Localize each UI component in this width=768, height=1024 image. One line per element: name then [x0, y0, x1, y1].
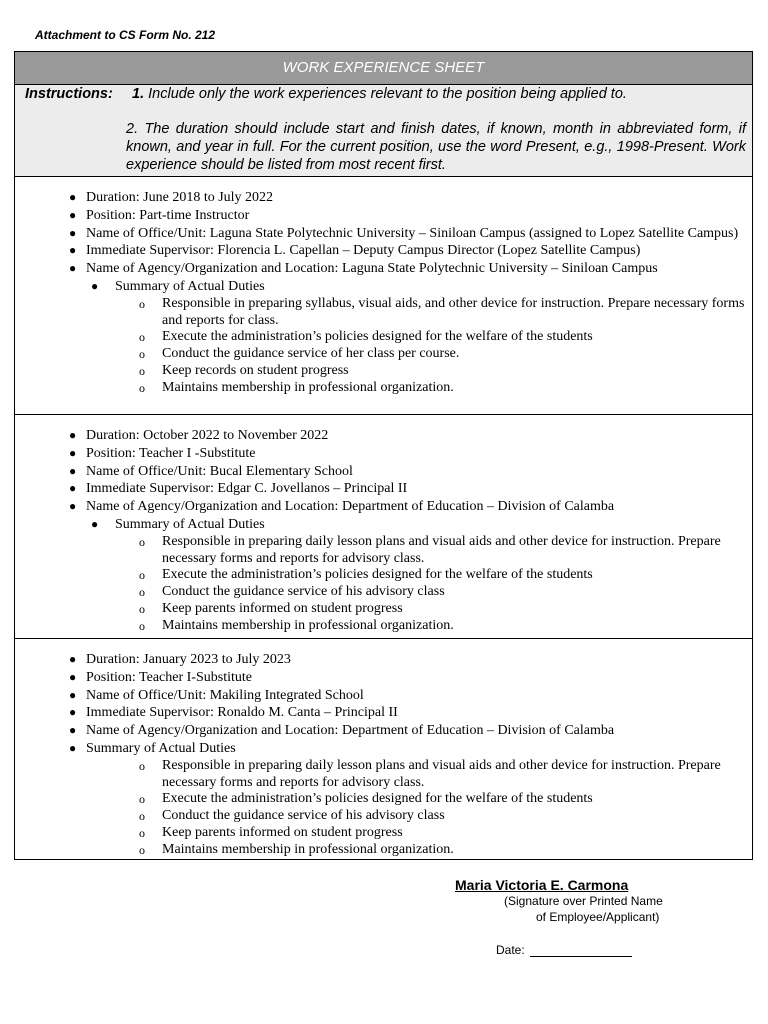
bullet-icon: ●: [91, 516, 99, 531]
supervisor-text: Immediate Supervisor: Edgar C. Jovellanos – Principal II: [86, 481, 408, 497]
duty-text: Maintains membership in professional organization.: [162, 379, 454, 395]
summary-label: Summary of Actual Duties: [115, 278, 265, 294]
bullet-icon: ●: [69, 225, 77, 240]
office-text: Name of Office/Unit: Laguna State Polytechnic University – Siniloan Campus (assigned to Lopez Satellite Campus): [86, 225, 739, 241]
position-item: [15, 445, 750, 463]
circle-bullet-icon: o: [139, 330, 145, 345]
office-item: [15, 687, 750, 705]
supervisor-text: Immediate Supervisor: Florencia L. Capellan – Deputy Campus Director (Lopez Satellite Campus): [86, 243, 641, 259]
office-item: [15, 463, 750, 481]
bullet-icon: ●: [69, 463, 77, 478]
bullet-icon: ●: [69, 687, 77, 702]
position-item: [15, 669, 750, 687]
circle-bullet-icon: o: [139, 534, 145, 549]
duty-text: Conduct the guidance service of her class per course.: [162, 346, 460, 362]
duty-item: [15, 808, 750, 825]
date-label: Date:: [496, 943, 525, 957]
circle-bullet-icon: o: [139, 363, 145, 378]
summary-item: [15, 516, 750, 534]
signature-caption-line-2: of Employee/Applicant): [536, 910, 660, 924]
sheet-title: WORK EXPERIENCE SHEET: [15, 52, 752, 85]
duty-item: [15, 534, 750, 568]
position-text: Position: Teacher I -Substitute: [86, 445, 256, 461]
duration-item: [15, 427, 750, 445]
duty-item: [15, 601, 750, 618]
duty-text: Responsible in preparing syllabus, visual aids, and other device for instruction. Prepare necessary forms and reports for class.: [162, 295, 745, 328]
duty-item: [15, 758, 750, 792]
duty-text: Maintains membership in professional organization.: [162, 841, 454, 857]
experience-entry-2: [15, 415, 752, 639]
bullet-icon: ●: [69, 499, 77, 514]
bullet-icon: ●: [69, 261, 77, 276]
signature-name: Maria Victoria E. Carmona: [455, 877, 629, 893]
experience-entry-1: [15, 177, 752, 415]
duration-text: Duration: June 2018 to July 2022: [86, 190, 274, 205]
duty-text: Responsible in preparing daily lesson plans and visual aids and other device for instruction. Prepare necessary forms and reports for advisory class.: [162, 533, 721, 566]
duty-item: [15, 296, 750, 330]
position-text: Position: Teacher I-Substitute: [86, 669, 252, 685]
office-item: [15, 225, 750, 243]
circle-bullet-icon: o: [139, 585, 145, 600]
circle-bullet-icon: o: [139, 568, 145, 583]
bullet-icon: ●: [69, 207, 77, 222]
circle-bullet-icon: o: [139, 792, 145, 807]
instruction-2: 2. The duration should include start and finish dates, if known, month in abbreviated form, if known, and year in full. For the current position, use the word Present, e.g., 1998-Present. Work experience should be listed from most recent first.: [126, 121, 746, 173]
position-item: [15, 207, 750, 225]
experience-entry-3: [15, 639, 752, 863]
signature-caption-line-1: (Signature over Printed Name: [504, 894, 663, 908]
circle-bullet-icon: o: [139, 809, 145, 824]
duty-text: Conduct the guidance service of his advisory class: [162, 808, 445, 824]
duty-text: Execute the administration’s policies designed for the welfare of the students: [162, 791, 593, 807]
duration-item: [15, 189, 750, 207]
duty-text: Execute the administration’s policies designed for the welfare of the students: [162, 567, 593, 583]
position-text: Position: Part-time Instructor: [86, 207, 250, 223]
duty-text: Responsible in preparing daily lesson plans and visual aids and other device for instruction. Prepare necessary forms and reports for advisory class.: [162, 757, 721, 790]
duty-text: Conduct the guidance service of his advisory class: [162, 584, 445, 600]
instructions-box: [15, 85, 752, 177]
duty-item: [15, 346, 750, 363]
instruction-1: [132, 86, 627, 102]
attachment-label: Attachment to CS Form No. 212: [35, 28, 216, 42]
circle-bullet-icon: o: [139, 618, 145, 633]
agency-item: [15, 498, 750, 516]
bullet-icon: ●: [69, 243, 77, 258]
duty-item: [15, 584, 750, 601]
circle-bullet-icon: o: [139, 758, 145, 773]
bullet-icon: ●: [91, 278, 99, 293]
bullet-icon: ●: [69, 669, 77, 684]
circle-bullet-icon: o: [139, 842, 145, 857]
agency-item: [15, 260, 750, 278]
supervisor-text: Immediate Supervisor: Ronaldo M. Canta – Principal II: [86, 705, 398, 721]
bullet-icon: ●: [69, 652, 77, 666]
agency-text: Name of Agency/Organization and Location: Department of Education – Division of Calamba: [86, 723, 615, 739]
circle-bullet-icon: o: [139, 825, 145, 840]
work-experience-sheet: [14, 51, 753, 860]
duty-text: Keep parents informed on student progress: [162, 600, 403, 616]
office-text: Name of Office/Unit: Makiling Integrated School: [86, 687, 364, 703]
agency-text: Name of Agency/Organization and Location: Department of Education – Division of Calamba: [86, 499, 615, 515]
supervisor-item: [15, 704, 750, 722]
bullet-icon: ●: [69, 705, 77, 720]
duty-item: [15, 380, 750, 397]
bullet-icon: ●: [69, 428, 77, 442]
bullet-icon: ●: [69, 723, 77, 738]
summary-item: [15, 740, 750, 758]
duty-item: [15, 825, 750, 842]
bullet-icon: ●: [69, 481, 77, 496]
circle-bullet-icon: o: [139, 347, 145, 362]
instruction-1-number: 1.: [132, 86, 145, 102]
duty-text: Maintains membership in professional organization.: [162, 617, 454, 633]
duty-text: Keep parents informed on student progress: [162, 824, 403, 840]
bullet-icon: ●: [69, 445, 77, 460]
circle-bullet-icon: o: [139, 601, 145, 616]
summary-label: Summary of Actual Duties: [86, 740, 236, 756]
duty-item: [15, 567, 750, 584]
instructions-label: Instructions:: [25, 86, 113, 102]
agency-item: [15, 722, 750, 740]
bullet-icon: ●: [69, 740, 77, 755]
duty-item: [15, 618, 750, 635]
office-text: Name of Office/Unit: Bucal Elementary School: [86, 463, 353, 479]
duration-text: Duration: October 2022 to November 2022: [86, 428, 329, 443]
summary-item: [15, 278, 750, 296]
duty-item: [15, 363, 750, 380]
duty-text: Execute the administration’s policies designed for the welfare of the students: [162, 329, 593, 345]
supervisor-item: [15, 480, 750, 498]
summary-label: Summary of Actual Duties: [115, 516, 265, 532]
bullet-icon: ●: [69, 190, 77, 204]
date-blank-line: [530, 956, 632, 957]
supervisor-item: [15, 242, 750, 260]
duty-item: [15, 791, 750, 808]
duration-item: [15, 651, 750, 669]
duty-item: [15, 842, 750, 859]
duration-text: Duration: January 2023 to July 2023: [86, 652, 291, 667]
duty-item: [15, 329, 750, 346]
instruction-1-text: Include only the work experiences relevant to the position being applied to.: [148, 86, 627, 102]
circle-bullet-icon: o: [139, 296, 145, 311]
duty-text: Keep records on student progress: [162, 362, 349, 378]
circle-bullet-icon: o: [139, 380, 145, 395]
agency-text: Name of Agency/Organization and Location: Laguna State Polytechnic University – Siniloan Campus: [86, 261, 658, 277]
